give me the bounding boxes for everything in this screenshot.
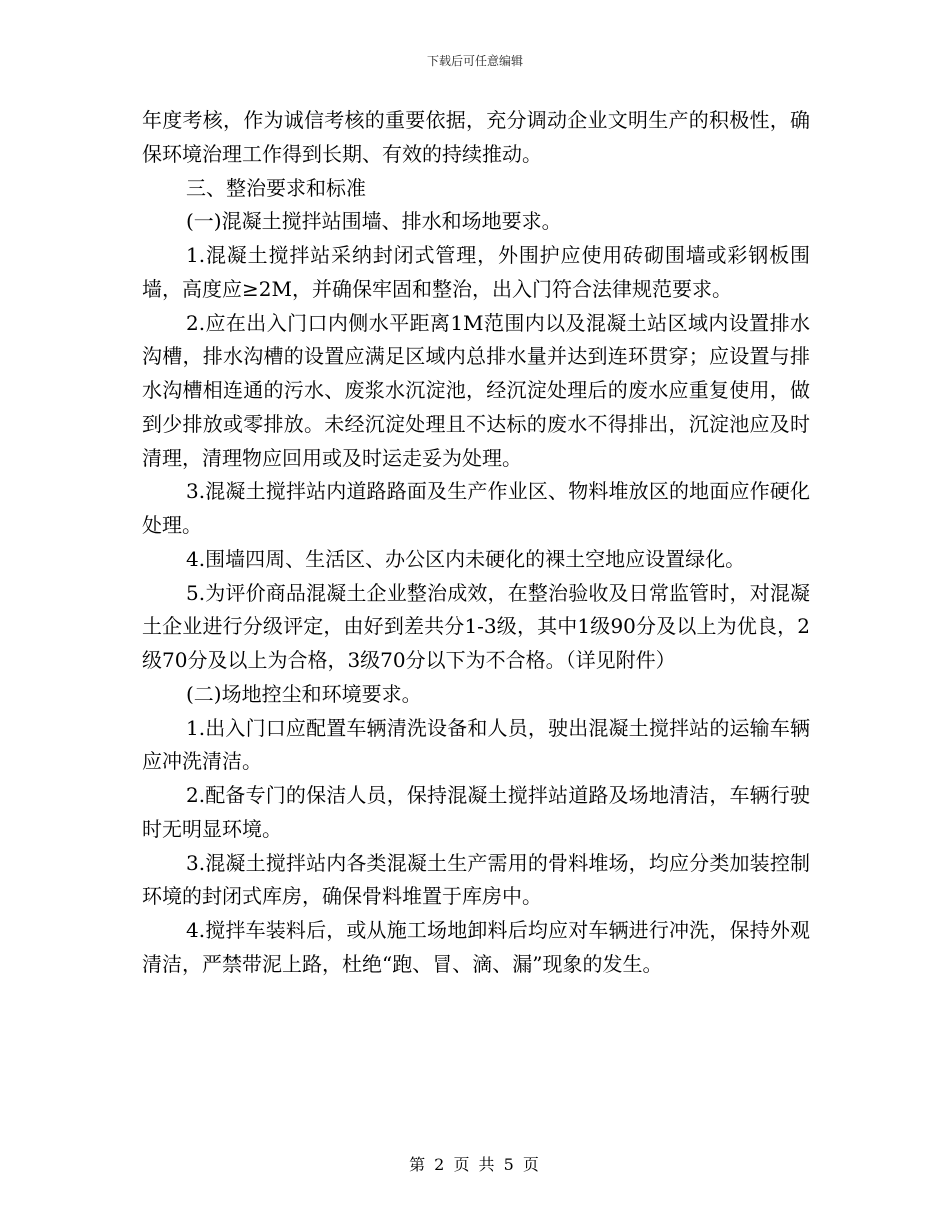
list-item-mixer-truck: 4.搅拌车装料后，或从施工场地卸料后均应对车辆进行冲洗，保持外观清洁，严禁带泥上路，杜绝“跑、冒、滴、漏”现象的发生。 — [142, 918, 810, 976]
subsection-heading-walls-drainage: (一)混凝土搅拌站围墙、排水和场地要求。 — [186, 209, 562, 234]
section-heading-requirements: 三、整治要求和标准 — [186, 175, 366, 200]
list-item-closed-management: 1.混凝土搅拌站采纳封闭式管理，外围护应使用砖砌围墙或彩钢板围墙，高度应≥2M，并确保牢固和整治，出入门符合法律规范要求。 — [142, 243, 810, 301]
paragraph-continuation: 年度考核，作为诚信考核的重要依据，充分调动企业文明生产的积极性，确保环境治理工作得到长期、有效的持续推动。 — [142, 108, 810, 166]
page-number — [0, 1154, 950, 1176]
list-item-drainage: 2.应在出入门口内侧水平距离1M范围内以及混凝土站区域内设置排水沟槽，排水沟槽的设置应满足区域内总排水量并达到连环贯穿；应设置与排水沟槽相连通的污水、废浆水沉淀池，经沉淀处理后的废水应重复使用，做到少排放或零排放。未经沉淀处理且不达标的废水不得排出，沉淀池应及时清理，清理物应回用或及时运走妥为处理。 — [142, 310, 810, 470]
header-note: 下载后可任意编辑 — [426, 54, 523, 68]
list-item-vehicle-washing: 1.出入门口应配置车辆清洗设备和人员，驶出混凝土搅拌站的运输车辆应冲洗清洁。 — [142, 715, 810, 774]
list-item-cleaning-staff: 2.配备专门的保洁人员，保持混凝土搅拌站道路及场地清洁，车辆行驶时无明显环境。 — [142, 783, 810, 841]
subsection-heading-dust-control: (二)场地控尘和环境要求。 — [186, 681, 422, 706]
page-number-label: 第 2 页 共 5 页 — [409, 1155, 541, 1174]
list-item-greening: 4.围墙四周、生活区、办公区内未硬化的裸土空地应设置绿化。 — [186, 546, 746, 571]
list-item-aggregate-storage: 3.混凝土搅拌站内各类混凝土生产需用的骨料堆场，均应分类加装控制环境的封闭式库房，确保骨料堆置于库房中。 — [142, 850, 810, 909]
list-item-hardening: 3.混凝土搅拌站内道路路面及生产作业区、物料堆放区的地面应作硬化处理。 — [142, 479, 810, 537]
document-body — [142, 104, 810, 982]
list-item-grading: 5.为评价商品混凝土企业整治成效，在整治验收及日常监管时，对混凝土企业进行分级评定，由好到差共分1-3级，其中1级90分及以上为优良，2级70分及以上为合格，3级70分以下为不合格。（详见附件） — [142, 580, 810, 672]
